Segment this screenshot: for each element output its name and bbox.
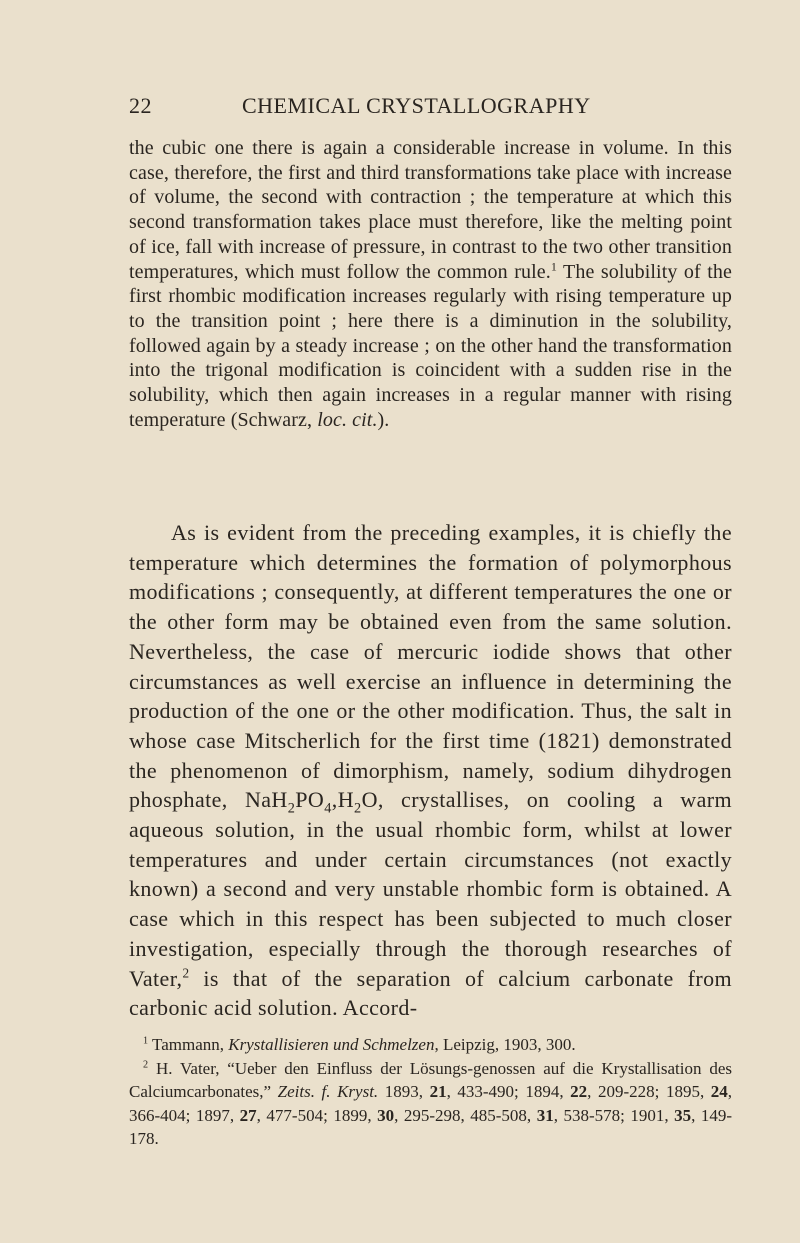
paragraph-continuation (129, 136, 732, 432)
paragraph-main (129, 518, 732, 1023)
footnote-1: $^1$ Tammann, Krystallisieren und Schmelzen, Leipzig, 1903, 300. (143, 1035, 576, 1054)
footnote-ref-2: 2 (182, 965, 190, 981)
footnotes (129, 1033, 732, 1151)
paragraph-text: The solubility of the first rhombic modification increases regularly with rising temperature up to the transition point ; here there is a diminution in the solubility, followed again by a steady increase ; on the other hand the transformation into the trigonal modification is coincident with a sudden rise in the solubility, which then again increases in a regular manner with rising temperature (Schwarz, (129, 260, 732, 431)
citation-italic: loc. cit. (317, 408, 378, 431)
paragraph-text: As is evident from the preceding examples, it is chiefly the temperature which determines the formation of polymorphous modifications ; consequently, at different temperatures the one or the other form may be obtained even from the same solution. Nevertheless, the case of mercuric iodide shows that other circumstances as well exercise an influence in determining the production of the one or the other modification. Thus, the salt in whose case Mitscherlich for the first time (1821) demonstrated the phenomenon of dimorphism, namely, sodium dihydrogen phosphate, (129, 520, 732, 813)
footnote-marker: 2 (143, 1058, 149, 1070)
journal-title-italic: Zeits. f. Kryst. (277, 1082, 379, 1101)
running-header (129, 93, 729, 123)
paragraph-text: , crystallises, on cooling a warm aqueous solution, in the usual rhombic form, whilst at lower temperatures and under certain circumstances (not exactly known) a second and very unstable rhombic form is obtained. A case which in this respect has been subjected to much closer investigation, especially through the thorough researches of Vater, (129, 787, 732, 991)
paragraph-text: ). (377, 408, 390, 431)
footnote-2: $^2$ H. Vater, “Ueber den Einfluss der Lösungs-genossen auf die Krystallisation des Calciumcarbonates,” Zeits. f. Kryst. 1893, 21, 433-490; 1894, 22, 209-228; 1895, 24, 366-404; 1897, 27, 477-504; 1899, 30, 295-298, 485-508, 31, 538-578; 1901, 35, 149-178. (129, 1058, 733, 1148)
chemical-formula: $NaH_2PO_4,H_2O$ (244, 787, 378, 817)
book-title-italic: Krystallisieren und Schmelzen (228, 1035, 435, 1054)
paragraph-text: is that of the separation of calcium carbonate from carbonic acid solution. Accord- (129, 965, 732, 1021)
footnote-marker: 1 (143, 1035, 149, 1047)
running-title: CHEMICAL CRYSTALLOGRAPHY (242, 93, 591, 118)
footnote-ref-1: 1 (550, 258, 557, 273)
page-number: 22 (129, 93, 152, 118)
paragraph-text: the cubic one there is again a considerable increase in volume. In this case, therefore, the first and third transformations take place with increase of volume, the second with contraction ; the temperature at which this second transformation takes place must therefore, like the melting point of ice, fall with increase of pressure, in contrast to the two other transition temperatures, which must follow the common rule. (129, 137, 732, 283)
